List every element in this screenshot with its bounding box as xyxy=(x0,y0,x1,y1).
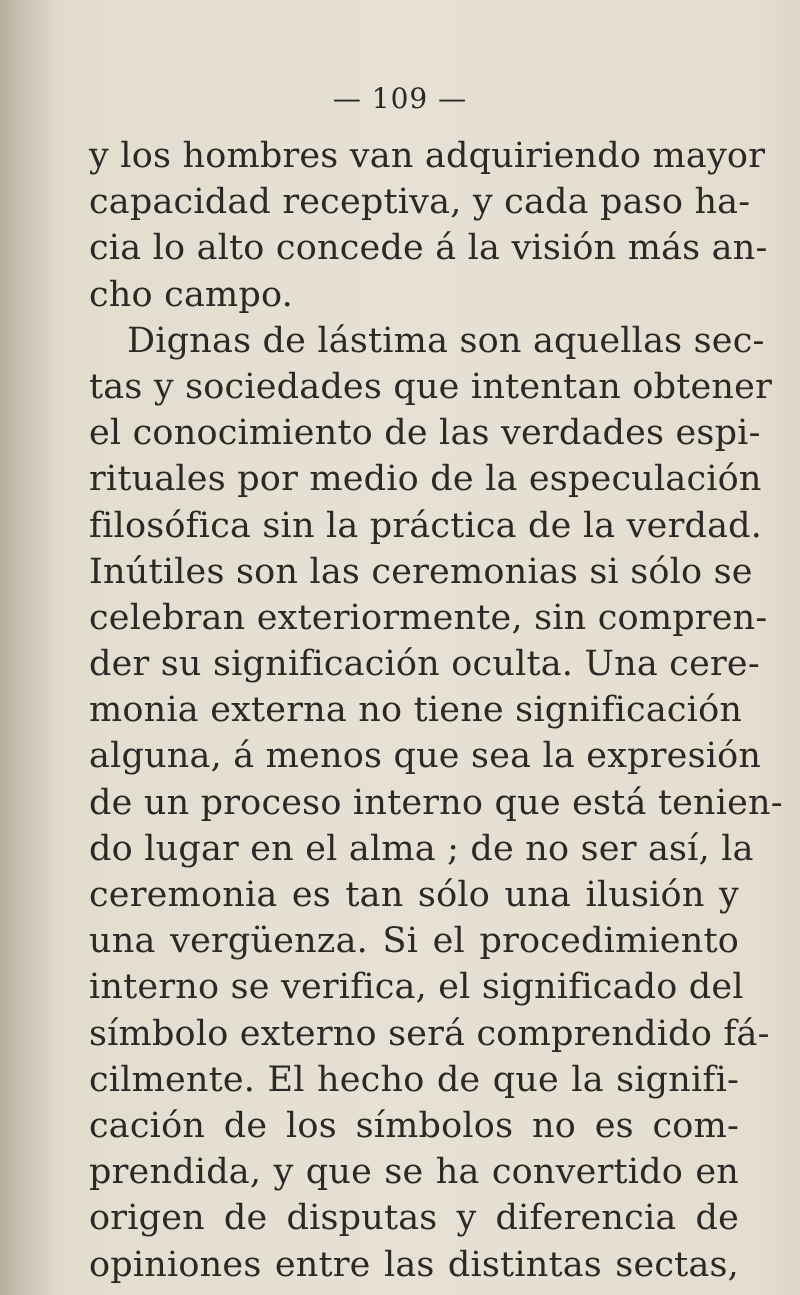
text-line: el conocimiento de las verdades espi- xyxy=(89,413,761,454)
text-line: filosófica sin la práctica de la verdad. xyxy=(89,505,763,546)
text-line: cación de los símbolos no es com- xyxy=(89,1105,739,1146)
text-line: interno se verifica, el significado del xyxy=(89,967,744,1008)
text-line: cho campo. xyxy=(89,274,293,315)
text-line: origen de disputas y diferencia de xyxy=(89,1198,739,1239)
text-line: Inútiles son las ceremonias si sólo se xyxy=(89,551,753,592)
text-line: alguna, á menos que sea la expresión xyxy=(89,736,762,777)
text-line: ceremonia es tan sólo una ilusión y xyxy=(89,875,739,915)
page-edge-stain xyxy=(0,0,55,1295)
body-text xyxy=(89,133,783,1288)
text-line: símbolo externo será comprendido fá- xyxy=(89,1013,770,1054)
text-line: capacidad receptiva, y cada paso ha- xyxy=(89,182,751,223)
text-line: rituales por medio de la especulación xyxy=(89,459,762,500)
text-line: de un proceso interno que está tenien- xyxy=(89,782,783,823)
text-line: y los hombres van adquiriendo mayor xyxy=(89,136,766,176)
text-line: tas y sociedades que intentan obtener xyxy=(89,366,773,407)
text-line: do lugar en el alma ; de no ser así, la xyxy=(89,828,754,869)
text-line: una vergüenza. Si el procedimiento xyxy=(89,921,739,962)
text-line: celebran exteriormente, sin compren- xyxy=(89,597,768,638)
text-line: opiniones entre las distintas sectas, xyxy=(89,1244,739,1285)
text-line: der su significación oculta. Una cere- xyxy=(89,644,760,685)
text-line: prendida, y que se ha convertido en xyxy=(89,1152,739,1193)
text-line: cia lo alto concede á la visión más an- xyxy=(89,228,768,269)
text-line: cilmente. El hecho de que la signifi- xyxy=(89,1059,739,1100)
page-number: — 109 — xyxy=(332,82,468,115)
text-line: Dignas de lástima son aquellas sec- xyxy=(127,320,765,361)
text-line: monia externa no tiene significación xyxy=(89,690,743,731)
